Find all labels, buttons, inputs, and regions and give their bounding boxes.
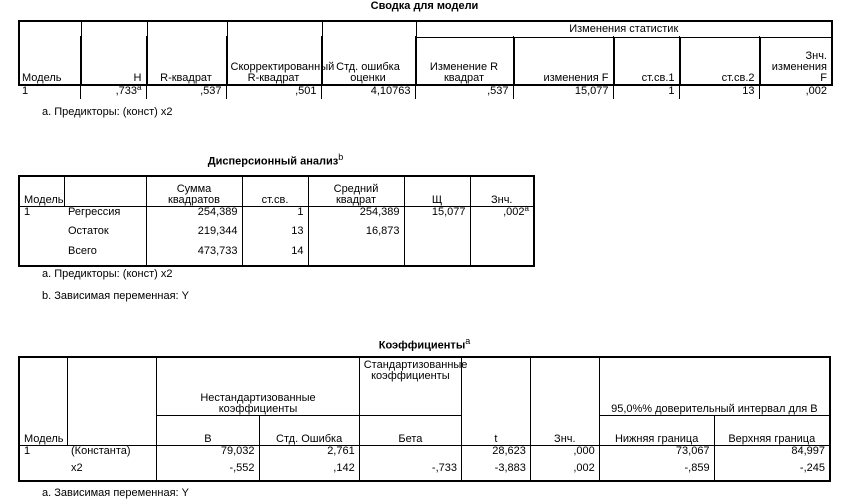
table-cell: 1 — [613, 84, 679, 99]
table-cell: ,000 — [530, 445, 599, 463]
table-cell: -3,883 — [462, 463, 531, 481]
table-cell — [19, 246, 64, 266]
table-cell: 13 — [242, 226, 308, 246]
col-sum-of-squares: Сумма квадратов — [146, 176, 242, 206]
col-model: Модель — [19, 357, 67, 445]
table-cell: ,537 — [415, 84, 513, 99]
table-cell — [19, 226, 64, 246]
coefficients-title: Коэффициенты$^a$ — [378, 336, 471, 352]
table-cell: 1 — [242, 206, 308, 226]
col-r: Н — [80, 36, 146, 84]
table-cell: -,552 — [157, 463, 259, 481]
col-r-square-change: Изменение R квадрат — [415, 36, 513, 84]
table-cell — [404, 246, 470, 266]
col-source — [64, 176, 146, 206]
col-df1: ст.св.1 — [613, 36, 679, 84]
table-cell: 28,623 — [462, 445, 531, 463]
table-cell: 15,077 — [513, 84, 613, 99]
table-cell: -,245 — [799, 462, 825, 474]
col-df: ст.св. — [242, 176, 308, 206]
table-cell: ,002 — [759, 84, 831, 99]
table-cell: 1 — [18, 84, 80, 99]
col-sig-f-change: Знч. изменения F — [771, 49, 827, 84]
col-f-change: изменения F — [513, 36, 613, 84]
confidence-interval-header: 95,0%% доверительный интервал для B — [599, 357, 830, 415]
model-summary-note: a. Предикторы: (конст) x2 — [42, 106, 173, 118]
col-mean-square: Средний квадрат — [308, 176, 404, 206]
table-cell — [359, 445, 461, 463]
coefficients-table — [18, 356, 831, 482]
change-statistics-header: Изменения статистик — [416, 21, 832, 37]
table-cell: Остаток — [64, 226, 146, 246]
table-cell: 84,997 — [714, 445, 830, 463]
table-cell: 14 — [242, 246, 308, 266]
table-cell: 473,733 — [146, 246, 242, 266]
col-lower-bound: Нижняя граница — [599, 415, 714, 445]
anova-note-b: b. Зависимая переменная: Y — [42, 290, 189, 302]
col-beta: Бета — [359, 415, 461, 445]
table-cell — [470, 246, 534, 266]
col-adj-r-square: Скорректированный R-квадрат — [226, 36, 321, 84]
table-cell: Регрессия — [64, 206, 146, 226]
model-summary-grid — [18, 36, 831, 99]
table-cell: 79,032 — [157, 445, 259, 463]
table-cell: -,859 — [599, 463, 714, 481]
table-cell: ,733$^a$ — [80, 84, 146, 99]
table-cell — [19, 463, 67, 481]
table-cell: 15,077 — [404, 206, 470, 226]
col-model: Модель — [19, 176, 64, 206]
table-cell: 4,10763 — [321, 84, 415, 99]
table-cell — [404, 226, 470, 246]
anova-title: Дисперсионный анализ$^b$ — [207, 152, 344, 168]
table-cell: Всего — [64, 246, 146, 266]
table-cell: 254,389 — [146, 206, 242, 226]
table-cell: 2,761 — [259, 445, 359, 463]
table-cell: ,537 — [146, 84, 226, 99]
col-t: t — [462, 357, 531, 445]
col-std-error: Стд. ошибка оценки — [321, 36, 415, 84]
col-model: Модель — [18, 36, 80, 84]
table-cell: 219,344 — [146, 226, 242, 246]
table-cell — [308, 246, 404, 266]
table-cell — [470, 226, 534, 246]
table-cell: -,733 — [359, 463, 461, 481]
anova-table — [18, 175, 535, 267]
col-sig: Знч. — [530, 357, 599, 445]
table-cell: (Константа) — [67, 445, 157, 463]
table-cell: ,501 — [226, 84, 321, 99]
col-f: Щ — [404, 176, 470, 206]
table-cell: 16,873 — [308, 226, 404, 246]
model-summary-title: Сводка для модели — [370, 0, 479, 12]
unstandardized-header: Нестандартизованные коэффициенты — [157, 357, 359, 415]
table-cell: 1 — [24, 205, 31, 218]
col-upper-bound: Верхняя граница — [728, 432, 816, 445]
table-cell: 73,067 — [599, 445, 714, 463]
table-cell: ,002$^a$ — [503, 203, 529, 218]
anova-note-a: a. Предикторы: (конст) x2 — [42, 268, 173, 280]
table-cell: x2 — [67, 463, 157, 481]
table-cell: ,002 — [530, 463, 599, 481]
coefficients-note: a. Зависимая переменная: Y — [42, 487, 189, 499]
col-b: B — [157, 415, 259, 445]
col-df2: ст.св.2 — [679, 36, 759, 84]
col-sig: Знч. — [470, 176, 534, 206]
table-cell: 13 — [679, 84, 759, 99]
table-cell: 254,389 — [308, 206, 404, 226]
col-r-square: R-квадрат — [146, 36, 226, 84]
standardized-header: Стандартизованные коэффициенты — [359, 357, 461, 415]
col-std-error: Стд. Ошибка — [259, 415, 359, 445]
table-cell: ,142 — [259, 463, 359, 481]
table-cell: 1 — [19, 445, 67, 463]
